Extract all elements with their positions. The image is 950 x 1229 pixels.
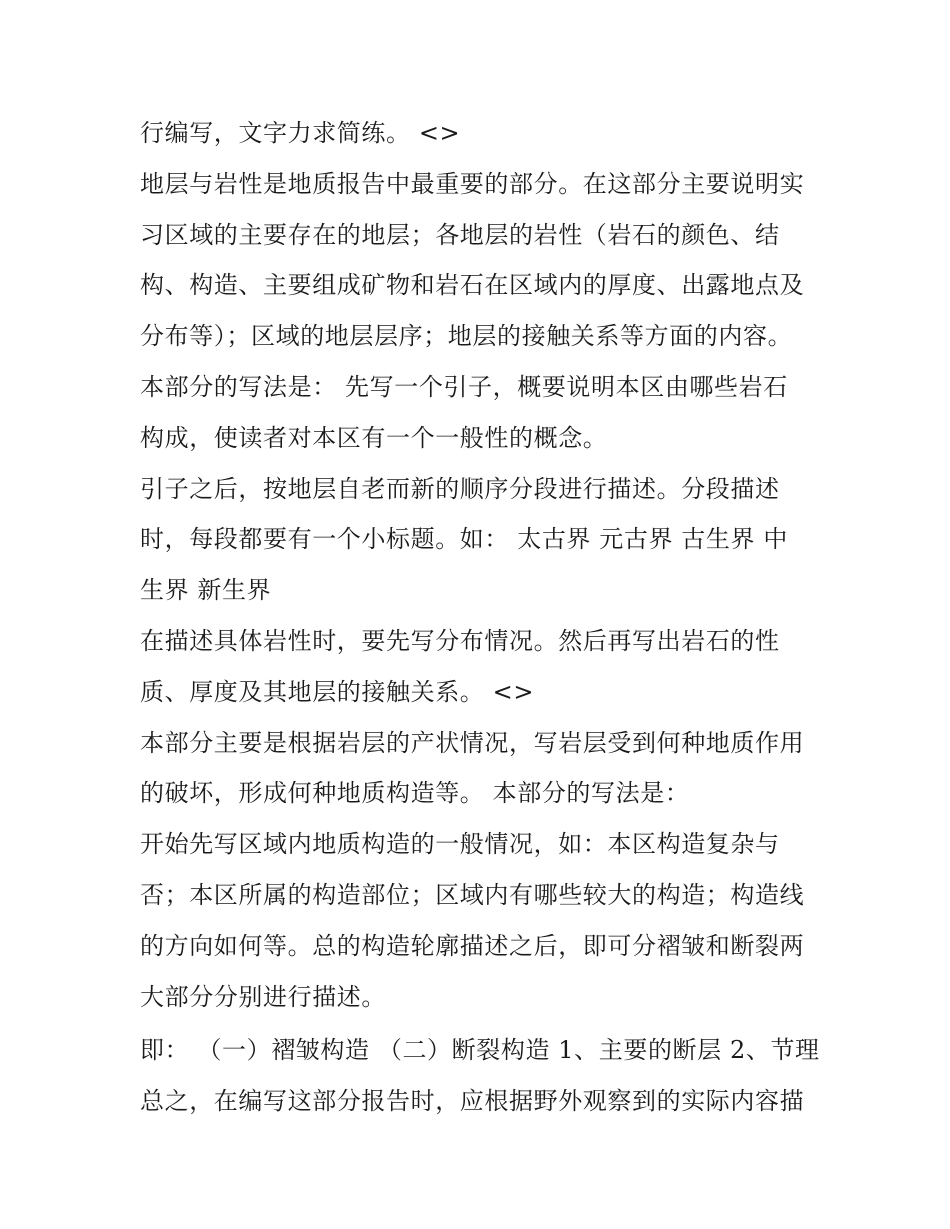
text-line: 构、构造、主要组成矿物和岩石在区域内的厚度、出露地点及 [140, 271, 805, 300]
text-line: 地层与岩性是地质报告中最重要的部分。在这部分主要说明实 [140, 169, 805, 198]
text-line: 本部分的写法是： 先写一个引子，概要说明本区由哪些岩石 [140, 372, 788, 401]
text-line: 大部分分别进行描述。 [140, 982, 386, 1011]
text-line: 时，每段都要有一个小标题。如： 太古界 元古界 古生界 中 [140, 525, 788, 554]
text-line: 行编写，文字力求简练。 <> [140, 119, 461, 147]
text-line: 总之，在编写这部分报告时，应根据野外观察到的实际内容描 [140, 1087, 805, 1116]
text-line: 否；本区所属的构造部位；区域内有哪些较大的构造；构造线 [140, 880, 805, 909]
text-line: 的破坏，形成何种地质构造等。 本部分的写法是： [140, 779, 690, 808]
text-line: 开始先写区域内地质构造的一般情况，如：本区构造复杂与 [140, 830, 780, 859]
text-line: 构成，使读者对本区有一个一般性的概念。 [140, 423, 608, 452]
text-line: 引子之后，按地层自老而新的顺序分段进行描述。分段描述 [140, 474, 780, 503]
text-line: 质、厚度及其地层的接触关系。 <> [140, 677, 535, 706]
text-line: 的方向如何等。总的构造轮廓描述之后，即可分褶皱和断裂两 [140, 931, 805, 960]
text-line: 分布等）；区域的地层层序；地层的接触关系等方面的内容。 [140, 322, 793, 351]
text-line: 生界 新生界 [140, 576, 272, 605]
text-line: 在描述具体岩性时，要先写分布情况。然后再写出岩石的性 [140, 626, 780, 655]
text-line: 本部分主要是根据岩层的产状情况，写岩层受到何种地质作用 [140, 728, 805, 757]
text-line: 即： （一）褶皱构造 （二）断裂构造 1、主要的断层 2、节理 [140, 1036, 820, 1065]
body-text [140, 108, 820, 1127]
text-line: 习区域的主要存在的地层；各地层的岩性（岩石的颜色、结 [140, 220, 780, 249]
